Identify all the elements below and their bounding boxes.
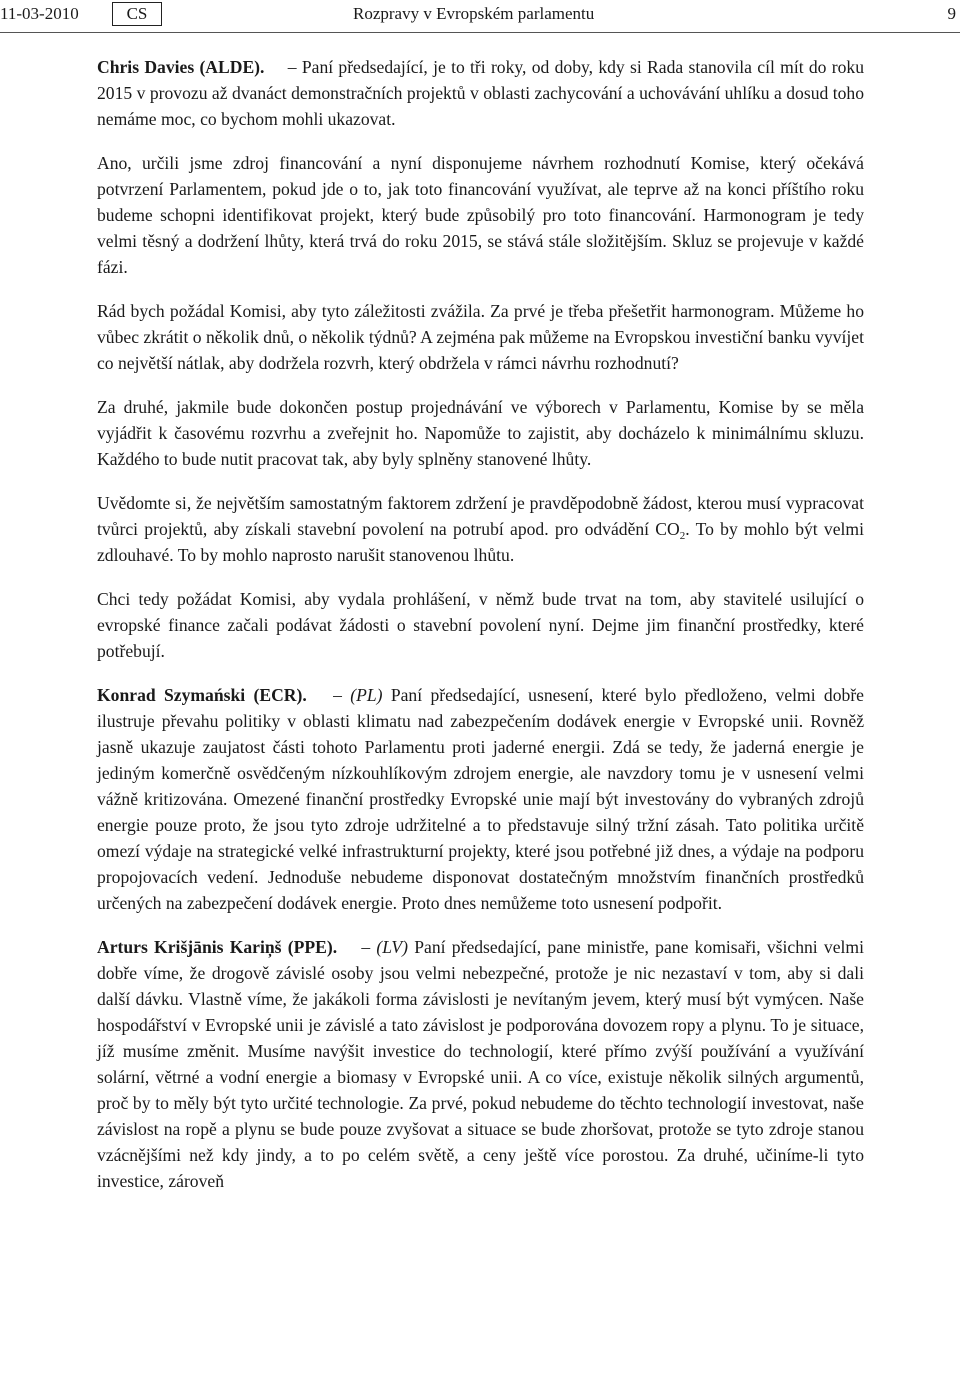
speech-dash: – — [333, 685, 342, 705]
paragraph-davies-5 — [97, 490, 864, 568]
paragraph-davies-2: Ano, určili jsme zdroj financování a nyní disponujeme návrhem rozhodnutí Komise, který očekává potvrzení Parlamentem, pokud jde o to, jak toto financování využívat, ale teprve až na konci příštího roku budeme schopni identifikovat projekt, který bude způsobilý pro toto financování. Harmonogram je tedy velmi těsný a dodržení lhůty, která trvá do roku 2015, se stává stále složitějším. Skluz se projevuje v každé fázi. — [97, 153, 864, 277]
paragraph-davies-1 — [97, 54, 864, 132]
speech-text: Paní předsedající, pane ministře, pane komisaři, všichni velmi dobře víme, že drogově závislé osoby jsou velmi nebezpečné, protože je nic nezastaví v tom, aby si dali další dávku. Vlastně víme, že jakákoli forma závislosti je nevítaným jevem, který musí být vymýcen. Naše hospodářství v Evropské unii je závislé a tato závislost je podporována dovozem ropy a plynu. To je situace, jíž musíme změnit. Musíme navýšit investice do technologií, které přímo zvýší používání a využívání solární, větrné a vodní energie a biomasy v Evropské unii. A co více, existuje několik silných argumentů, proč by to měly být tyto určité technologie. Za prvé, pokud nebudeme do těchto technologií investovat, naše závislost na ropě a plynu se bude pouze zvyšovat a situace se bude zhoršovat, protože se tyto zdroje stanou vzácnějšími než kdy jindy, a to po celém světě, a ceny ještě více porostou. Za druhé, učiníme-li tyto investice, zároveň — [97, 937, 864, 1191]
co2-subscript: 2 — [679, 530, 686, 542]
speech-language-tag: (LV) — [376, 937, 409, 957]
paragraph-karins — [97, 934, 864, 1194]
header-page-number: 9 — [947, 4, 956, 23]
speaker-name-karins: Arturs Krišjānis Kariņš (PPE). — [97, 937, 338, 957]
header-language-box: CS — [112, 2, 162, 26]
document-body — [97, 54, 864, 1212]
speech-language-tag: (PL) — [350, 685, 383, 705]
speech-text: Paní předsedající, je to tři roky, od doby, kdy si Rada stanovila cíl mít do roku 2015 v provozu až dvanáct demonstračních projektů v oblasti zachycování a uchovávání uhlíku a dosud toho nemáme moc, co bychom mohli ukazovat. — [97, 57, 865, 129]
speaker-name-davies: Chris Davies (ALDE). — [97, 57, 265, 77]
header-date: 11-03-2010 — [0, 4, 79, 23]
paragraph-szymanski — [97, 682, 864, 916]
paragraph-davies-4: Za druhé, jakmile bude dokončen postup projednávání ve výborech v Parlamentu, Komise by se měla vyjádřit k časovému rozvrhu a zveřejnit ho. Napomůže to zajistit, aby docházelo k minimálnímu skluzu. Každého to bude nutit pracovat tak, aby byly splněny stanovené lhůty. — [97, 397, 864, 469]
speech-dash: – — [361, 937, 371, 957]
speaker-name-szymanski: Konrad Szymański (ECR). — [97, 685, 307, 705]
speech-text: . To by mohlo být velmi zdlouhavé. To by mohlo naprosto narušit stanovenou lhůtu. — [97, 519, 864, 565]
paragraph-davies-6: Chci tedy požádat Komisi, aby vydala prohlášení, v němž bude trvat na tom, aby stavitelé usilující o evropské finance začali podávat žádosti o stavební povolení nyní. Dejme jim finanční prostředky, které potřebují. — [97, 589, 864, 661]
header-publication-title: Rozpravy v Evropském parlamentu — [353, 4, 595, 23]
speech-dash: – — [287, 57, 297, 77]
paragraph-davies-3: Rád bych požádal Komisi, aby tyto záležitosti zvážila. Za prvé je třeba přešetřit harmonogram. Můžeme ho vůbec zkrátit o několik dnů, o několik týdnů? A zejména pak můžeme na Evropskou investiční banku vyvíjet co největší nátlak, aby dodržela rozvrh, který obdržela v rámci návrhu rozhodnutí? — [97, 301, 864, 373]
running-header — [0, 0, 960, 33]
speech-text: Uvědomte si, že největším samostatným faktorem zdržení je pravděpodobně žádost, kterou musí vypracovat tvůrci projektů, aby získali stavební povolení na potrubí apod. pro odvádění CO — [97, 493, 864, 539]
speech-text: Paní předsedající, usnesení, které bylo předloženo, velmi dobře ilustruje převahu politiky v oblasti klimatu nad zabezpečením dodávek energie v Evropské unii. Rovněž jasně ukazuje zaujatost části tohoto Parlamentu proti jaderné energii. Zdá se tedy, že jaderná energie je jediným komerčně osvědčeným nízkouhlíkovým zdrojem energie, ale navzdory tomu je v usnesení velmi vážně kritizována. Omezené finanční prostředky Evropské unie mají být investovány do vybraných zdrojů energie pouze proto, že jsou tyto zdroje udržitelné a to představuje silný tržní zásah. Tato politika určitě omezí výdaje na strategické velké infrastrukturní projekty, které jsou potřebné již dnes, a výdaje na podporu propojovacích vedení. Jednoduše nebudeme disponovat dostatečným množstvím finančních prostředků určených na zabezpečení dodávek energie. Proto dnes nemůžeme toto usnesení podpořit. — [97, 685, 864, 913]
